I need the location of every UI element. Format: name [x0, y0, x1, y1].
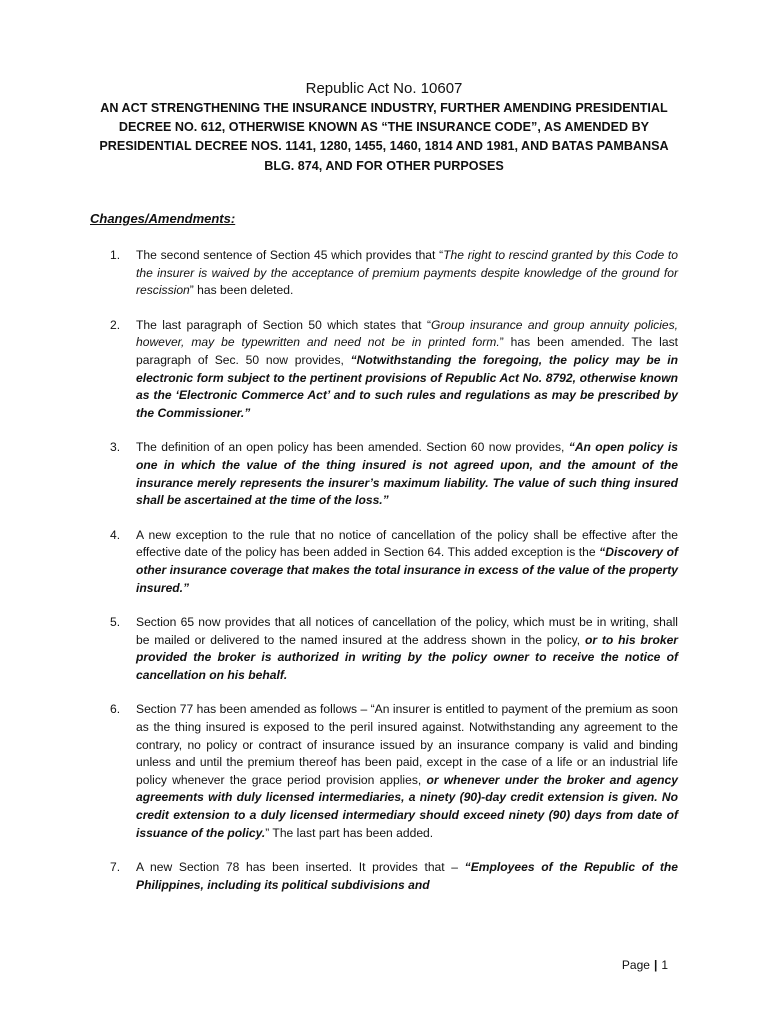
list-item-text: The second sentence of Section 45 which provides that “ [136, 248, 444, 262]
list-item-text: or to his broker provided the broker is authorized in writing by the policy owner to receive the notice of cancellation on his behalf. [136, 632, 678, 682]
list-item [110, 859, 678, 894]
list-item-number: 2. [110, 317, 121, 332]
list-item-text: ” The last part has been added. [265, 825, 434, 840]
list-item-number: 1. [110, 248, 121, 262]
list-item-text: Group insurance and group annuity policies, however, may be typewritten and need not be in printed form. [136, 317, 679, 350]
list-item-text: A new exception to the rule that no notice of cancellation of the policy shall be effective after the effective date of the policy has been added in Section 64. This added exception is the [136, 527, 678, 560]
list-item-text: A new Section 78 has been inserted. It provides that – [136, 860, 465, 875]
list-item-text: Section 65 now provides that all notices of cancellation of the policy, which must be in writing, shall be mailed or delivered to the named insured at the address shown in the policy, [136, 615, 678, 647]
list-item-text: The last paragraph of Section 50 which states that “ [136, 317, 431, 332]
list-item [110, 317, 678, 423]
list-item-number: 5. [110, 615, 121, 630]
page-footer [622, 958, 668, 972]
list-item-text: The definition of an open policy has been amended. Section 60 now provides, [136, 440, 569, 455]
list-item [110, 527, 678, 597]
list-item-text: or whenever under the broker and agency agreements with duly licensed intermediaries, a ninety (90)-day credit extension is given. No credit extension to a duly licensed intermediary should exceed ninety (90) days from date of issuance of the policy. [136, 772, 678, 840]
list-item-text: Section 77 has been amended as follows – “An insurer is entitled to payment of the premium as soon as the thing insured is exposed to the peril insured against. Notwithstanding any agreement to the contrary, no policy or contract of insurance issued by an insurance company is valid and binding unless and until the premium thereof has been paid, except in the case of a life or an industrial life policy whenever the grace period provision applies, [136, 702, 678, 787]
document-subtitle: AN ACT STRENGTHENING THE INSURANCE INDUSTRY, FURTHER AMENDING PRESIDENTIAL DECREE NO. 612, OTHERWISE KNOWN AS “THE INSURANCE CODE”, AS AMENDED BY PRESIDENTIAL DECREE NOS. 1141, 1280, 1455, 1460, 1814 AND 1981, AND BATAS PAMBANSA BLG. 874, AND FOR OTHER PURPOSES [99, 101, 669, 173]
list-item [110, 614, 678, 684]
list-item-text: “An open policy is one in which the value of the thing insured is not agreed upon, and the amount of the insurance merely represents the insurer’s maximum liability. The value of such thing insured shall be ascertained at the time of the loss.” [136, 440, 678, 508]
list-item-number: 3. [110, 440, 121, 455]
page-separator: | [653, 958, 658, 972]
list-item-number: 6. [110, 702, 121, 717]
list-item-number: 4. [110, 527, 121, 542]
list-item-text: “Employees of the Republic of the Philippines, including its political subdivisions and [136, 860, 678, 892]
list-item [110, 701, 678, 842]
list-item-text: “Notwithstanding the foregoing, the policy may be in electronic form subject to the pertinent provisions of Republic Act No. 8792, otherwise known as the ‘Electronic Commerce Act’ and to such rules and regulations as may be prescribed by the Commissioner.” [136, 352, 678, 420]
list-item-number: 7. [110, 860, 121, 875]
list-item-text: ” has been deleted. [189, 283, 294, 298]
amendments-list [110, 247, 678, 894]
list-item-text: “Discovery of other insurance coverage that makes the total insurance in excess of the value of the property insured.” [136, 545, 679, 595]
list-item [110, 247, 678, 300]
list-item-text: ” has been amended. The last paragraph of Sec. 50 now provides, [136, 335, 678, 367]
page-label: Page [621, 958, 650, 972]
list-item [110, 439, 678, 509]
section-heading: Changes/Amendments: [90, 211, 236, 226]
list-item-text: The right to rescind granted by this Code to the insurer is waived by the acceptance of premium payments despite knowledge of the ground for rescission [136, 248, 678, 298]
page-number: 1 [661, 958, 668, 972]
document-title: Republic Act No. 10607 [305, 80, 463, 97]
